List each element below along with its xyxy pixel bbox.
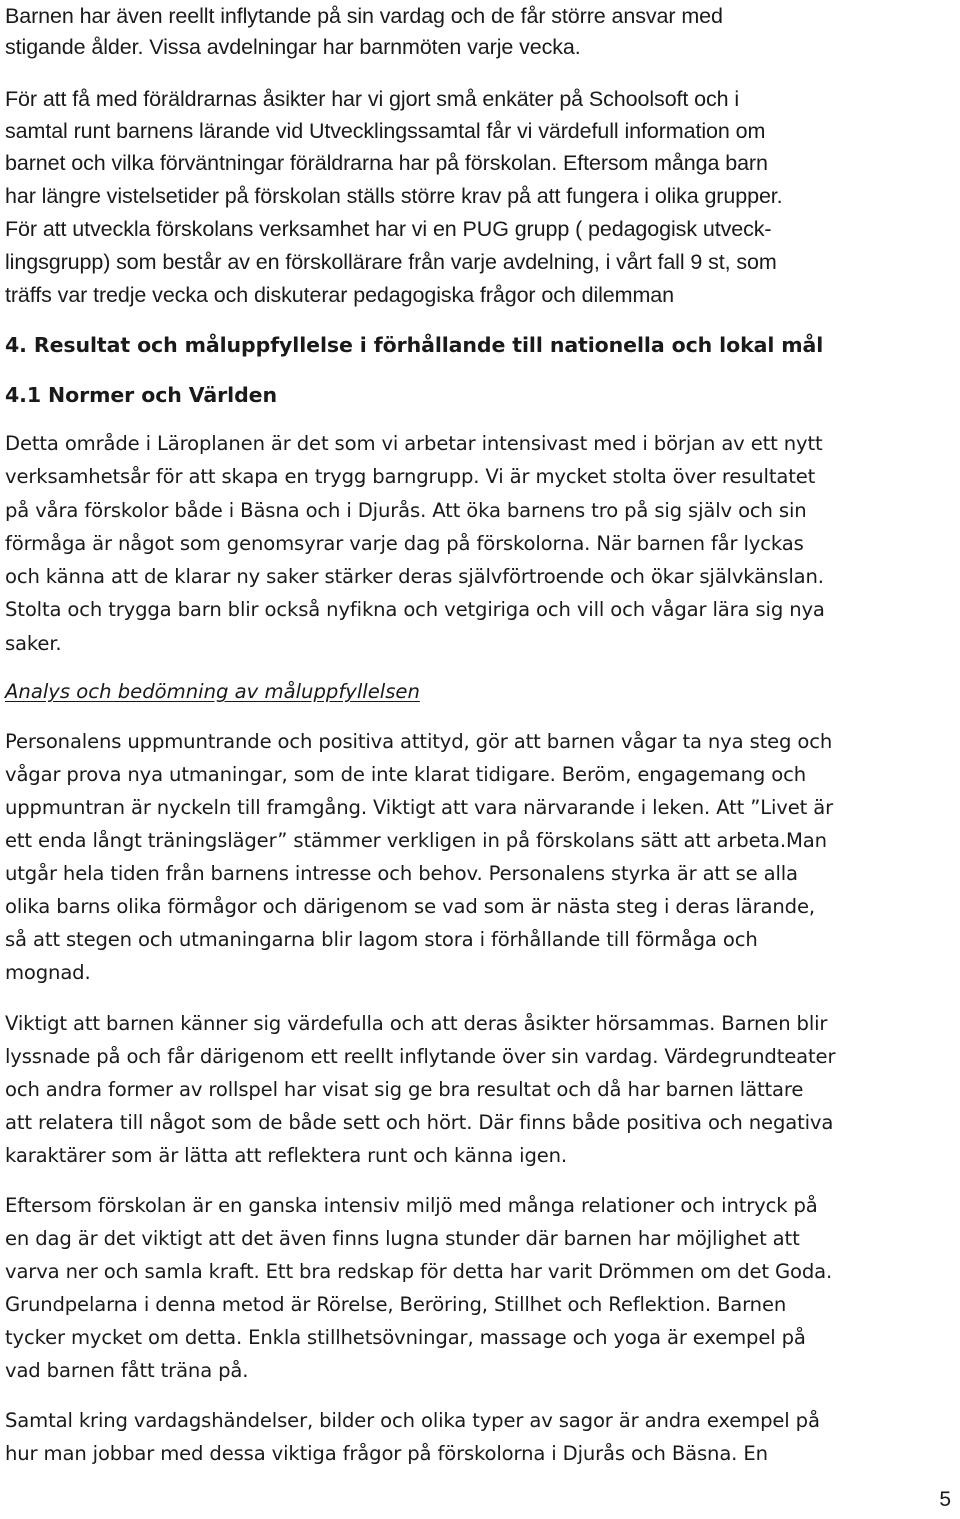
body-text-line: mognad. <box>5 961 91 984</box>
body-text-line: verksamhetsår för att skapa en trygg barngrupp. Vi är mycket stolta över resultatet <box>5 465 816 488</box>
page-number: 5 <box>939 1488 951 1511</box>
body-text-segment: Eftersom många barn <box>563 151 768 175</box>
body-text-line: Eftersom förskolan är en ganska intensiv miljö med många relationer och intryck på <box>5 1194 818 1217</box>
body-text-line: förmåga är något som genomsyrar varje dag på förskolorna. När barnen får lyckas <box>5 532 804 555</box>
body-text-line: och andra former av rollspel har visat sig ge bra resultat och då har barnen lättare <box>5 1078 804 1101</box>
body-text-line: För att få med föräldrarnas åsikter har vi gjort små enkäter på Schoolsoft och i <box>5 87 740 111</box>
body-text-line: Personalens uppmuntrande och positiva attityd, gör att barnen vågar ta nya steg och <box>5 730 833 753</box>
body-text-line: vågar prova nya utmaningar, som de inte klarat tidigare. Beröm, engagemang och <box>5 763 807 786</box>
analysis-heading: Analys och bedömning av måluppfyllelsen <box>5 680 420 703</box>
section-heading: 4. Resultat och måluppfyllelse i förhållande till nationella och lokal mål <box>5 333 824 357</box>
body-text-line: uppmuntran är nyckeln till framgång. Viktigt att vara närvarande i leken. Att ”Livet är <box>5 796 834 819</box>
body-text-line: samtal runt barnens lärande vid Utvecklingssamtal får vi värdefull information om <box>5 119 766 143</box>
body-text-line: träffs var tredje vecka och diskuterar pedagogiska frågor och dilemman <box>5 283 675 307</box>
body-text-line: hur man jobbar med dessa viktiga frågor på förskolorna i Djurås och Bäsna. En <box>5 1442 768 1465</box>
body-text-line: lyssnade på och får därigenom ett reellt inflytande över sin vardag. Värdegrundteater <box>5 1045 836 1068</box>
body-text-line: så att stegen och utmaningarna blir lagom stora i förhållande till förmåga och <box>5 928 758 951</box>
body-text-line: ett enda långt träningsläger” stämmer verkligen in på förskolans sätt att arbeta.Man <box>5 829 827 852</box>
body-text-line: en dag är det viktigt att det även finns lugna stunder där barnen har möjlighet att <box>5 1227 800 1250</box>
body-text-line: varva ner och samla kraft. Ett bra redskap för detta har varit Drömmen om det Goda. <box>5 1260 833 1283</box>
body-text-line: vad barnen fått träna på. <box>5 1359 249 1382</box>
body-text-line: Grundpelarna i denna metod är Rörelse, Beröring, Stillhet och Reflektion. Barnen <box>5 1293 787 1316</box>
body-text-line: och känna att de klarar ny saker stärker deras självförtroende och ökar självkänslan. <box>5 565 824 588</box>
body-text-line: Samtal kring vardagshändelser, bilder och olika typer av sagor är andra exempel på <box>5 1409 820 1432</box>
body-text-line: har längre vistelsetider på förskolan ställs större krav på att fungera i olika grupper. <box>5 184 783 208</box>
body-text-line: Stolta och trygga barn blir också nyfikna och vetgiriga och vill och vågar lära sig nya <box>5 598 825 621</box>
body-text-line: Barnen har även reellt inflytande på sin vardag och de får större ansvar med <box>5 4 723 28</box>
body-text-line: på våra förskolor både i Bäsna och i Djurås. Att öka barnens tro på sig själv och sin <box>5 499 807 522</box>
body-text-line: saker. <box>5 632 62 655</box>
body-text-line <box>5 151 768 176</box>
body-text-line: Detta område i Läroplanen är det som vi arbetar intensivast med i början av ett nytt <box>5 432 823 455</box>
body-text-line: olika barns olika förmågor och därigenom se vad som är nästa steg i deras lärande, <box>5 895 815 918</box>
body-text-line: stigande ålder. Vissa avdelningar har barnmöten varje vecka. <box>5 35 581 59</box>
body-text-line: För att utveckla förskolans verksamhet har vi en PUG grupp ( pedagogisk utveck- <box>5 217 772 241</box>
body-text-line: lingsgrupp) som består av en förskollärare från varje avdelning, i vårt fall 9 st, som <box>5 250 777 274</box>
body-text-line: att relatera till något som de både sett och hört. Där finns både positiva och negativa <box>5 1111 834 1134</box>
body-text-line: tycker mycket om detta. Enkla stillhetsövningar, massage och yoga är exempel på <box>5 1326 806 1349</box>
body-text-line: Viktigt att barnen känner sig värdefulla och att deras åsikter hörsammas. Barnen blir <box>5 1012 828 1035</box>
body-text-line: karaktärer som är lätta att reflektera runt och känna igen. <box>5 1144 567 1167</box>
body-text-line: utgår hela tiden från barnens intresse och behov. Personalens styrka är att se alla <box>5 862 798 885</box>
subsection-heading: 4.1 Normer och Världen <box>5 383 277 407</box>
body-text-segment: barnet och vilka förväntningar föräldrarna har på förskolan. <box>5 151 558 175</box>
